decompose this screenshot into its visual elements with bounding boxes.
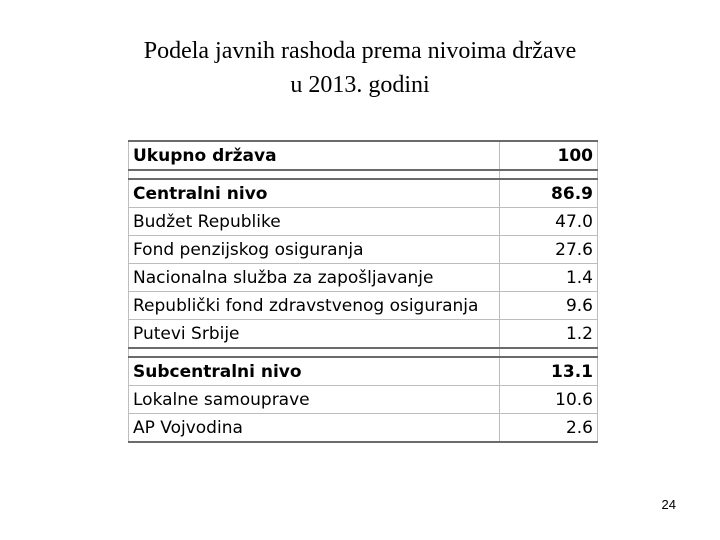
row-label: AP Vojvodina xyxy=(129,414,500,443)
row-label: Nacionalna služba za zapošljavanje xyxy=(129,264,500,292)
row-value: 47.0 xyxy=(500,208,598,236)
row-value: 27.6 xyxy=(500,236,598,264)
row-label: Subcentralni nivo xyxy=(129,357,500,386)
page-number: 24 xyxy=(661,497,676,512)
row-value: 1.2 xyxy=(500,320,598,349)
table-row xyxy=(129,386,598,414)
table-row xyxy=(129,292,598,320)
row-value: 13.1 xyxy=(500,357,598,386)
table-row-subcentral-header xyxy=(129,357,598,386)
table-row-central-header xyxy=(129,179,598,208)
table-row xyxy=(129,320,598,349)
row-label: Fond penzijskog osiguranja xyxy=(129,236,500,264)
row-label: Budžet Republike xyxy=(129,208,500,236)
row-label: Putevi Srbije xyxy=(129,320,500,349)
title-line-2: u 2013. godini xyxy=(290,72,430,98)
slide-title xyxy=(0,34,720,102)
table-row-total xyxy=(129,141,598,170)
row-value: 100 xyxy=(500,141,598,170)
table-row xyxy=(129,208,598,236)
row-value: 86.9 xyxy=(500,179,598,208)
table-row xyxy=(129,414,598,443)
title-line-1: Podela javnih rashoda prema nivoima države xyxy=(143,38,577,64)
expenditure-table xyxy=(128,140,598,443)
row-value: 9.6 xyxy=(500,292,598,320)
row-label: Lokalne samouprave xyxy=(129,386,500,414)
row-label: Republički fond zdravstvenog osiguranja xyxy=(129,292,500,320)
table-gap xyxy=(129,348,598,357)
row-value: 10.6 xyxy=(500,386,598,414)
table-row xyxy=(129,236,598,264)
table-row xyxy=(129,264,598,292)
row-value: 1.4 xyxy=(500,264,598,292)
row-label: Ukupno država xyxy=(129,141,500,170)
table-gap xyxy=(129,170,598,179)
row-value: 2.6 xyxy=(500,414,598,443)
row-label: Centralni nivo xyxy=(129,179,500,208)
